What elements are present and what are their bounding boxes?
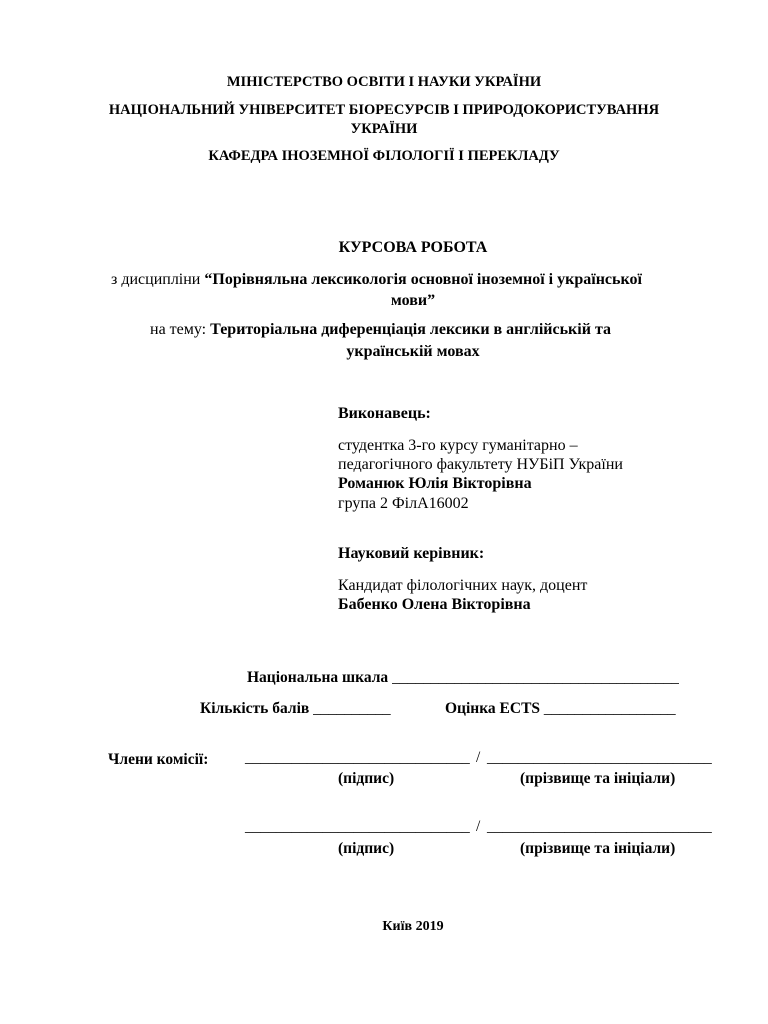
discipline-name: “Порівняльна лексикологія основної іноземної і української	[204, 271, 642, 288]
ects-blank: _________________	[543, 700, 676, 717]
discipline-prefix: з дисципліни	[111, 271, 205, 288]
commission-slash-1: /	[476, 749, 481, 766]
discipline-line2: мови”	[390, 292, 436, 309]
commission-sig-blank-2: _____________________________	[245, 818, 470, 835]
topic-prefix: на тему:	[150, 321, 211, 338]
supervisor-heading: Науковий керівник:	[338, 545, 485, 562]
name-caption-2: (прізвище та ініціали)	[520, 840, 676, 857]
university-heading-line1: НАЦІОНАЛЬНИЙ УНІВЕРСИТЕТ БІОРЕСУРСІВ І ПРИРОДОКОРИСТУВАННЯ	[108, 102, 660, 118]
national-scale-blank: _____________________________________	[392, 669, 679, 686]
ects-row	[445, 700, 676, 718]
points-blank: __________	[313, 700, 391, 717]
commission-name-blank-1: _____________________________	[487, 749, 712, 766]
commission-slash-2: /	[476, 818, 481, 835]
university-heading-line2: УКРАЇНИ	[350, 121, 418, 137]
topic-line2: українській мовах	[346, 343, 480, 360]
supervisor-name: Бабенко Олена Вікторівна	[338, 596, 531, 613]
commission-sig-blank-1: _____________________________	[245, 749, 470, 766]
ects-label: Оцінка ECTS	[445, 700, 541, 717]
national-scale-row	[247, 669, 679, 687]
author-faculty: педагогічного факультету НУБіП України	[338, 456, 623, 473]
author-name: Романюк Юлія Вікторівна	[338, 475, 532, 492]
department-heading: КАФЕДРА ІНОЗЕМНОЇ ФІЛОЛОГІЇ І ПЕРЕКЛАДУ	[208, 148, 560, 164]
author-heading: Виконавець:	[338, 405, 431, 422]
signature-caption-1: (підпис)	[338, 770, 395, 787]
discipline-line1	[111, 271, 642, 289]
points-row	[200, 700, 391, 718]
city-year: Київ 2019	[382, 919, 444, 934]
ministry-heading: МІНІСТЕРСТВО ОСВІТИ І НАУКИ УКРАЇНИ	[226, 74, 542, 90]
author-group: група 2 ФілА16002	[338, 495, 469, 512]
work-type-title: КУРСОВА РОБОТА	[338, 239, 488, 256]
topic-line1	[150, 321, 611, 339]
supervisor-degree: Кандидат філологічних наук, доцент	[338, 577, 588, 594]
national-scale-label: Національна шкала	[247, 669, 389, 686]
commission-label: Члени комісії:	[108, 751, 209, 768]
points-label: Кількість балів	[200, 700, 310, 717]
signature-caption-2: (підпис)	[338, 840, 395, 857]
topic-name: Територіальна диференціація лексики в англійській та	[210, 321, 611, 338]
name-caption-1: (прізвище та ініціали)	[520, 770, 676, 787]
commission-name-blank-2: _____________________________	[487, 818, 712, 835]
author-course: студентка 3-го курсу гуманітарно –	[338, 437, 578, 454]
